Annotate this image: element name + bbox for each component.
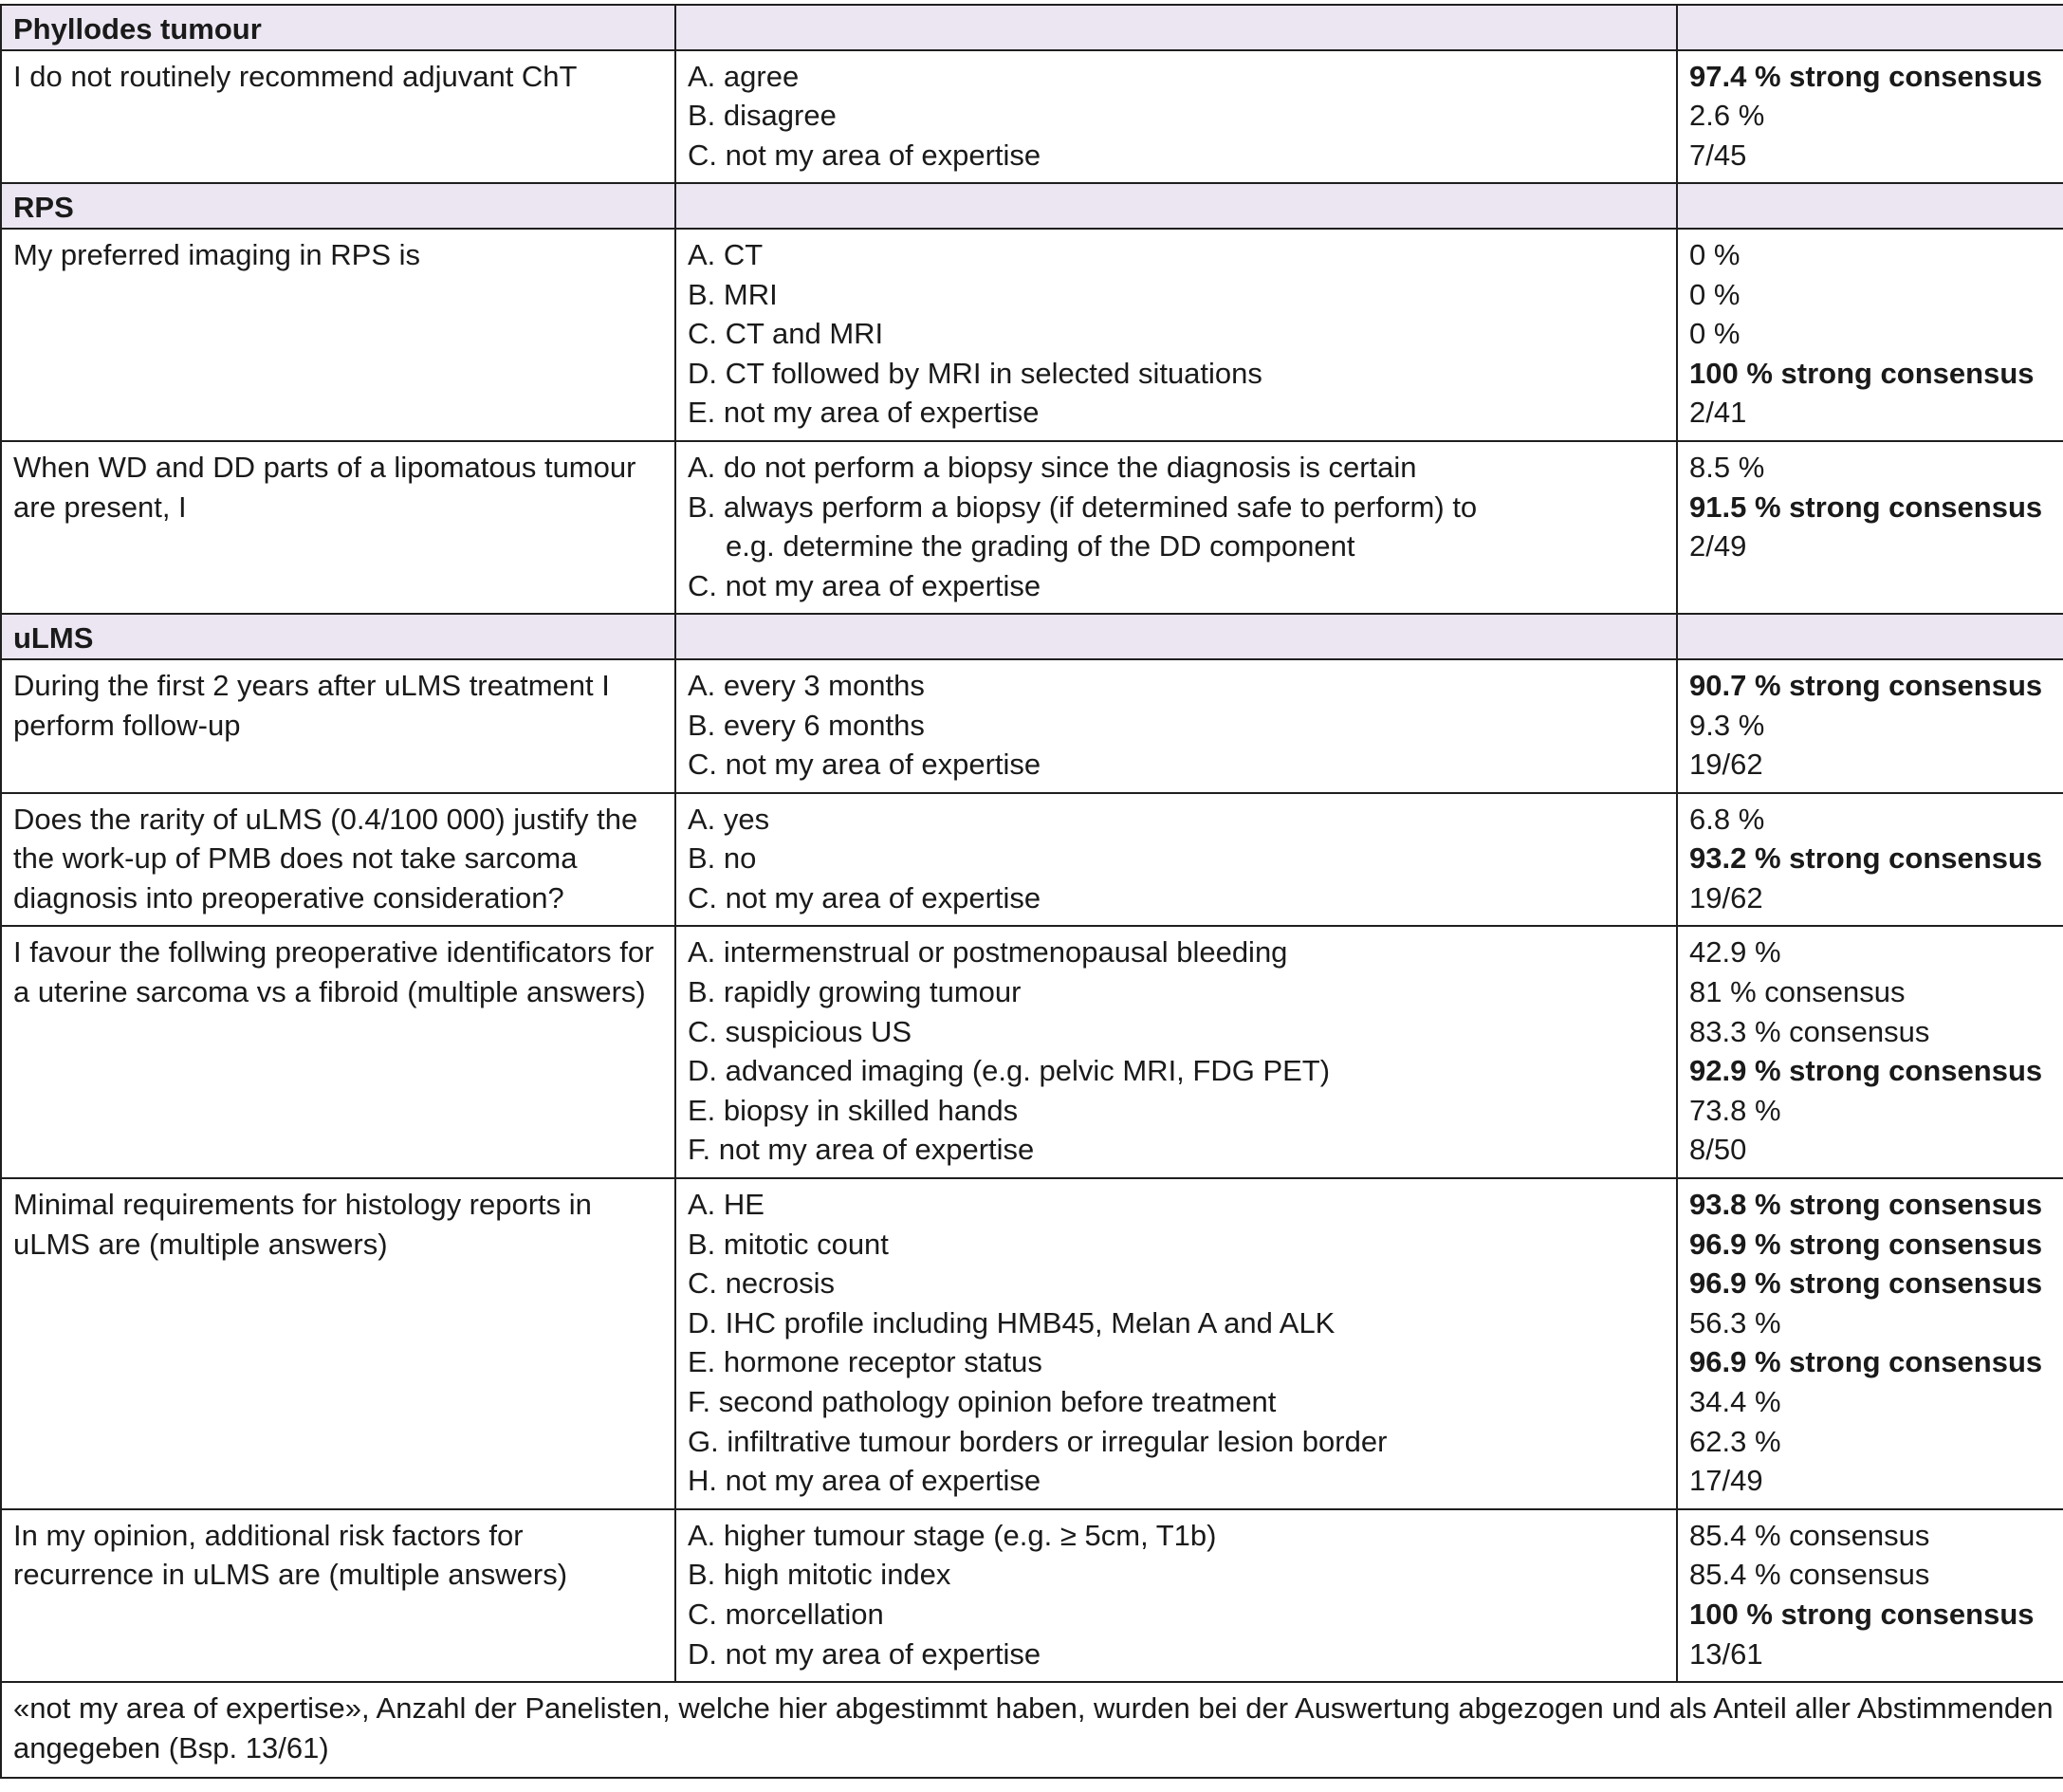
answer-option: A. agree <box>688 59 800 93</box>
answer-option: G. infiltrative tumour borders or irregular lesion border <box>688 1424 1388 1458</box>
results-cell <box>1677 50 2063 184</box>
answer-option: B. no <box>688 841 757 876</box>
question-row <box>1 229 2063 441</box>
section-empty-cell <box>1677 5 2063 50</box>
result-value: 19/62 <box>1689 748 1763 782</box>
answer-option: B. rapidly growing tumour <box>688 975 1022 1009</box>
answer-option: F. not my area of expertise <box>688 1133 1035 1167</box>
result-value: 73.8 % <box>1689 1093 1781 1127</box>
section-empty-cell <box>675 5 1677 50</box>
answer-option: B. high mitotic index <box>688 1558 951 1592</box>
answer-option: A. do not perform a biopsy since the diagnosis is certain <box>688 450 1417 484</box>
question-row <box>1 793 2063 927</box>
result-value-strong: 96.9 % strong consensus <box>1689 1266 2043 1301</box>
question-text: My preferred imaging in RPS is <box>13 237 420 271</box>
answer-option: C. suspicious US <box>688 1014 912 1048</box>
answers-cell <box>675 441 1677 614</box>
results-cell <box>1677 229 2063 441</box>
answer-option: E. hormone receptor status <box>688 1345 1042 1379</box>
answer-option: B. every 6 months <box>688 708 925 742</box>
question-row <box>1 50 2063 184</box>
answer-option: F. second pathology opinion before treatment <box>688 1385 1277 1418</box>
consensus-table-body <box>1 5 2063 1778</box>
answer-option: A. yes <box>688 802 770 836</box>
result-value: 13/61 <box>1689 1636 1763 1671</box>
footnote-row <box>1 1682 2063 1778</box>
question-text: I do not routinely recommend adjuvant ChT <box>13 59 578 93</box>
section-title: uLMS <box>1 614 675 659</box>
question-text: Minimal requirements for histology reports in uLMS are (multiple answers) <box>13 1188 592 1261</box>
question-text: Does the rarity of uLMS (0.4/100 000) justify the the work-up of PMB does not take sarcoma diagnosis into preoperative consideration? <box>13 802 638 914</box>
footnote: «not my area of expertise», Anzahl der Panelisten, welche hier abgestimmt haben, wurden bei der Auswertung abgezogen und als Anteil aller Abstimmenden angegeben (Bsp. 13/61) <box>1 1682 2063 1778</box>
result-value: 0 % <box>1689 237 1741 271</box>
result-value: 42.9 % <box>1689 935 1781 970</box>
result-value: 19/62 <box>1689 880 1763 914</box>
answer-option: D. not my area of expertise <box>688 1636 1041 1671</box>
result-value-strong: 92.9 % strong consensus <box>1689 1054 2043 1088</box>
answer-option: A. HE <box>688 1188 764 1222</box>
question-row <box>1 659 2063 793</box>
question-cell <box>1 1509 675 1682</box>
result-value: 0 % <box>1689 317 1741 351</box>
answer-option: C. necrosis <box>688 1266 836 1301</box>
section-empty-cell <box>675 614 1677 659</box>
question-row <box>1 1178 2063 1509</box>
question-row <box>1 926 2063 1178</box>
question-cell <box>1 50 675 184</box>
consensus-table <box>0 4 2063 1779</box>
results-cell <box>1677 926 2063 1178</box>
result-value: 34.4 % <box>1689 1385 1781 1418</box>
result-value: 0 % <box>1689 277 1741 311</box>
question-row <box>1 441 2063 614</box>
answer-option: B. MRI <box>688 277 778 311</box>
result-value-strong: 93.8 % strong consensus <box>1689 1188 2043 1222</box>
question-cell <box>1 793 675 927</box>
question-cell <box>1 659 675 793</box>
result-value-strong: 96.9 % strong consensus <box>1689 1345 2043 1379</box>
question-cell <box>1 1178 675 1509</box>
answers-cell <box>675 926 1677 1178</box>
result-value: 17/49 <box>1689 1464 1763 1498</box>
question-text: During the first 2 years after uLMS treatment I perform follow-up <box>13 668 610 742</box>
answer-option: E. biopsy in skilled hands <box>688 1093 1019 1127</box>
answer-option: B. disagree <box>688 99 837 133</box>
answer-option: A. CT <box>688 237 764 271</box>
result-value: 2/41 <box>1689 396 1747 430</box>
section-title: RPS <box>1 183 675 229</box>
answer-option: A. every 3 months <box>688 668 925 702</box>
result-value: 2.6 % <box>1689 99 1765 133</box>
answer-option: C. not my area of expertise <box>688 568 1041 602</box>
answer-option: H. not my area of expertise <box>688 1464 1041 1498</box>
answers-cell <box>675 1178 1677 1509</box>
question-text: I favour the follwing preoperative identificators for a uterine sarcoma vs a fibroid (multiple answers) <box>13 935 654 1009</box>
answer-option: D. IHC profile including HMB45, Melan A and ALK <box>688 1305 1335 1339</box>
result-value: 81 % consensus <box>1689 975 1906 1009</box>
section-empty-cell <box>675 183 1677 229</box>
consensus-table-document <box>0 4 2063 1779</box>
answer-option: A. higher tumour stage (e.g. ≥ 5cm, T1b) <box>688 1518 1217 1552</box>
question-row <box>1 1509 2063 1682</box>
result-value: 9.3 % <box>1689 708 1765 742</box>
result-value-strong: 91.5 % strong consensus <box>1689 490 2043 524</box>
section-title: Phyllodes tumour <box>1 5 675 50</box>
results-cell <box>1677 793 2063 927</box>
section-header-row <box>1 614 2063 659</box>
answers-cell <box>675 1509 1677 1682</box>
section-header-row <box>1 183 2063 229</box>
answer-option: E. not my area of expertise <box>688 396 1040 430</box>
answer-option: B. mitotic count <box>688 1227 889 1261</box>
result-value: 6.8 % <box>1689 802 1765 836</box>
result-value: 85.4 % consensus <box>1689 1518 1930 1552</box>
result-value: 2/49 <box>1689 529 1747 563</box>
result-value: 85.4 % consensus <box>1689 1558 1930 1592</box>
question-cell <box>1 441 675 614</box>
answers-cell <box>675 50 1677 184</box>
answer-option: C. not my area of expertise <box>688 748 1041 782</box>
result-value-strong: 100 % strong consensus <box>1689 1597 2035 1631</box>
answer-option: C. CT and MRI <box>688 317 884 351</box>
results-cell <box>1677 1178 2063 1509</box>
result-value-strong: 97.4 % strong consensus <box>1689 59 2043 93</box>
results-cell <box>1677 441 2063 614</box>
answers-cell <box>675 229 1677 441</box>
section-header-row <box>1 5 2063 50</box>
result-value-strong: 93.2 % strong consensus <box>1689 841 2043 876</box>
answer-option: B. always perform a biopsy (if determined safe to perform) to <box>688 490 1478 524</box>
result-value: 7/45 <box>1689 138 1747 172</box>
answers-cell <box>675 659 1677 793</box>
result-value-strong: 96.9 % strong consensus <box>1689 1227 2043 1261</box>
section-empty-cell <box>1677 183 2063 229</box>
answer-option: C. not my area of expertise <box>688 880 1041 914</box>
question-text: When WD and DD parts of a lipomatous tumour are present, I <box>13 450 636 524</box>
question-text: In my opinion, additional risk factors for recurrence in uLMS are (multiple answers) <box>13 1518 568 1592</box>
result-value: 83.3 % consensus <box>1689 1014 1930 1048</box>
results-cell <box>1677 1509 2063 1682</box>
question-cell <box>1 926 675 1178</box>
result-value: 8.5 % <box>1689 450 1765 484</box>
result-value: 8/50 <box>1689 1133 1747 1167</box>
answer-option: D. CT followed by MRI in selected situations <box>688 356 1262 390</box>
result-value: 56.3 % <box>1689 1305 1781 1339</box>
question-cell <box>1 229 675 441</box>
answer-option: D. advanced imaging (e.g. pelvic MRI, FDG PET) <box>688 1054 1331 1088</box>
result-value: 62.3 % <box>1689 1424 1781 1458</box>
answers-cell <box>675 793 1677 927</box>
result-value-strong: 90.7 % strong consensus <box>1689 668 2043 702</box>
results-cell <box>1677 659 2063 793</box>
result-value-strong: 100 % strong consensus <box>1689 356 2035 390</box>
answer-option: e.g. determine the grading of the DD component <box>726 529 1355 563</box>
answer-option: C. morcellation <box>688 1597 884 1631</box>
section-empty-cell <box>1677 614 2063 659</box>
answer-option: C. not my area of expertise <box>688 138 1041 172</box>
answer-option: A. intermenstrual or postmenopausal bleeding <box>688 935 1288 970</box>
